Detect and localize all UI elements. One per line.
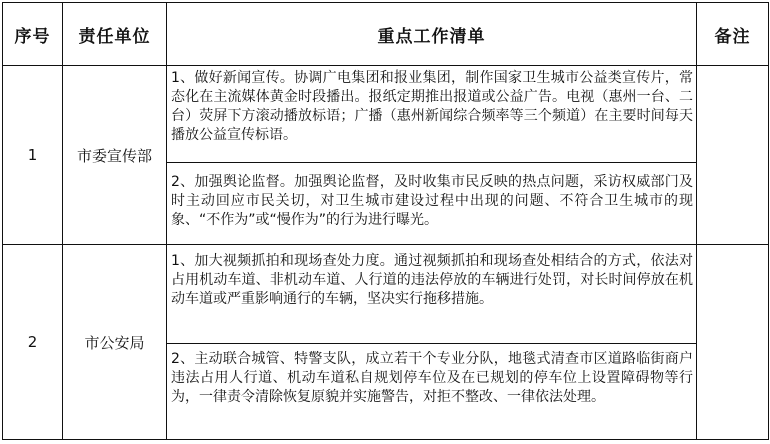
row-seq: 1 [3,66,63,245]
work-item: 1、加大视频抓拍和现场查处力度。通过视频抓拍和现场查处相结合的方式，依法对占用机动车道、非机动车道、人行道的违法停放的车辆进行处罚，对长时间停放在机动车道或严重影响通行的车辆，坚决实行拖移措施。 [167,245,697,344]
work-item: 1、做好新闻宣传。协调广电集团和报业集团，制作国家卫生城市公益类宣传片，常态化在主流媒体黄金时段播出。报纸定期推出报道或公益广告。电视（惠州一台、二台）荧屏下方滚动播放标语；广播（惠州新闻综合频率等三个频道）在主要时间每天播放公益宣传标语。 [167,66,697,163]
row-note [697,66,769,245]
row-note [697,245,769,440]
work-item: 2、加强舆论监督。加强舆论监督，及时收集市民反映的热点问题，采访权威部门及时主动回应市民关切，对卫生城市建设过程中出现的问题、不符合卫生城市的现象、“不作为”或“慢作为”的行为进行曝光。 [167,163,697,245]
work-item: 2、主动联合城管、特警支队，成立若干个专业分队，地毯式清查市区道路临街商户违法占用人行道、机动车道私自规划停车位及在已规划的停车位上设置障碍物等行为，一律责令清除恢复原貌并实施警告，对拒不整改、一律依法处理。 [167,344,697,440]
table-row [3,245,769,344]
header-items: 重点工作清单 [167,3,697,66]
row-seq: 2 [3,245,63,440]
row-unit: 市公安局 [63,245,167,440]
header-unit: 责任单位 [63,3,167,66]
table-header-row [3,3,769,66]
row-unit: 市委宣传部 [63,66,167,245]
header-seq: 序号 [3,3,63,66]
header-note: 备注 [697,3,769,66]
work-list-table [2,2,769,440]
table-row [3,66,769,163]
